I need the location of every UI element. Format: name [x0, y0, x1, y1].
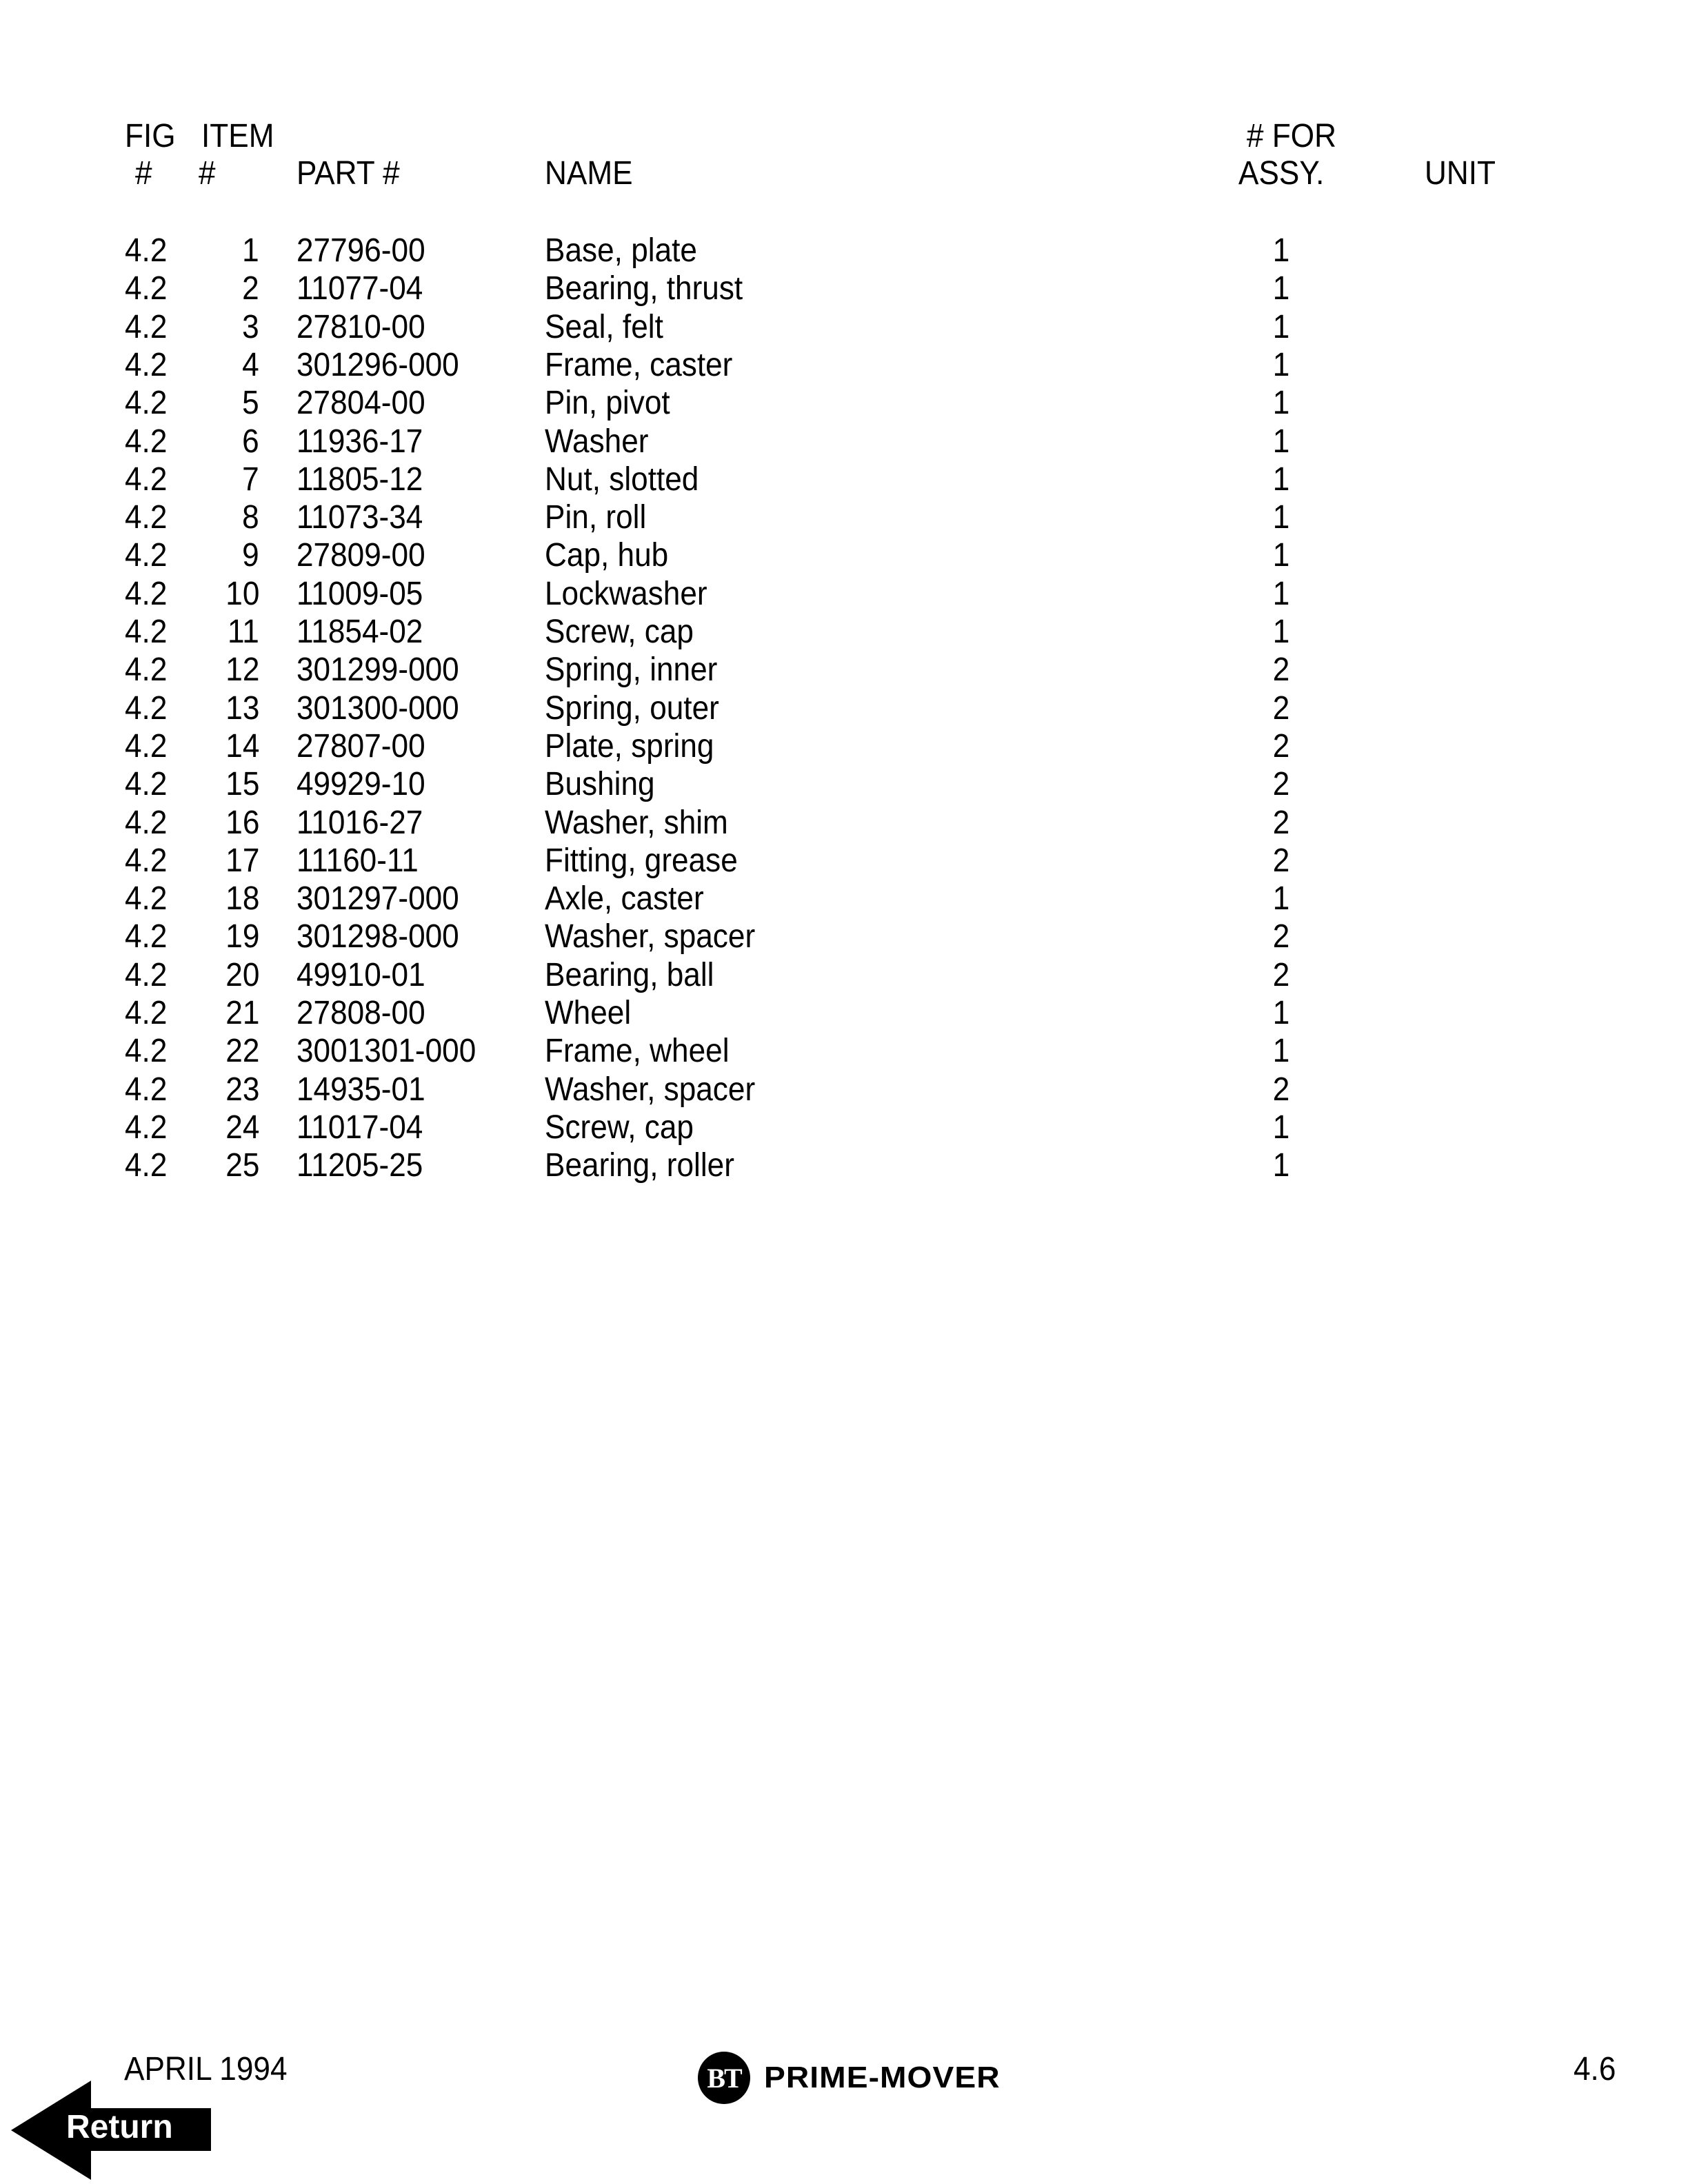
cell-item: 1: [242, 232, 259, 269]
page-number: 4.6: [1574, 2051, 1616, 2087]
cell-item: 12: [225, 651, 259, 689]
table-row: [0, 308, 1688, 349]
cell-fig: 4.2: [125, 1147, 168, 1184]
cell-qty: 2: [1272, 956, 1290, 993]
cell-name: Bearing, thrust: [545, 270, 743, 307]
cell-fig: 4.2: [125, 842, 168, 879]
cell-name: Spring, inner: [545, 651, 718, 689]
cell-part-number: 49929-10: [297, 766, 425, 803]
cell-item: 20: [225, 956, 259, 993]
cell-name: Wheel: [545, 995, 632, 1031]
table-row: [0, 616, 1688, 654]
cell-fig: 4.2: [125, 918, 168, 956]
table-row: [0, 463, 1688, 501]
cell-part-number: 11016-27: [297, 804, 423, 841]
cell-qty: 1: [1272, 499, 1290, 536]
cell-part-number: 11077-04: [297, 270, 423, 307]
table-row: [0, 956, 1688, 997]
table-row: [0, 768, 1688, 806]
table-row: [0, 1149, 1688, 1187]
table-row: [0, 882, 1688, 920]
cell-part-number: 11073-34: [297, 499, 423, 536]
cell-fig: 4.2: [125, 423, 168, 460]
cell-fig: 4.2: [125, 537, 168, 574]
cell-item: 2: [242, 270, 259, 307]
cell-qty: 1: [1272, 346, 1290, 383]
cell-item: 8: [242, 499, 259, 536]
table-row: [0, 1111, 1688, 1149]
cell-qty: 2: [1272, 689, 1290, 727]
cell-part-number: 27810-00: [297, 308, 425, 345]
cell-item: 10: [225, 575, 259, 612]
cell-item: 13: [225, 689, 259, 727]
header-fig-hash: #: [135, 155, 152, 192]
cell-name: Frame, caster: [545, 346, 733, 383]
header-item-hash: #: [199, 155, 216, 192]
cell-fig: 4.2: [125, 461, 168, 498]
cell-qty: 1: [1272, 537, 1290, 574]
cell-name: Washer, shim: [545, 804, 728, 841]
cell-item: 3: [242, 308, 259, 345]
cell-fig: 4.2: [125, 270, 168, 307]
cell-fig: 4.2: [125, 232, 168, 269]
cell-item: 17: [225, 842, 259, 879]
cell-part-number: 11160-11: [297, 842, 419, 879]
cell-name: Plate, spring: [545, 727, 714, 765]
cell-item: 6: [242, 423, 259, 460]
cell-qty: 1: [1272, 385, 1290, 422]
cell-part-number: 27804-00: [297, 385, 425, 422]
cell-qty: 1: [1272, 423, 1290, 460]
table-row: [0, 501, 1688, 539]
table-row: [0, 425, 1688, 463]
cell-part-number: 14935-01: [297, 1071, 425, 1108]
revision-date: APRIL 1994: [124, 2051, 288, 2087]
return-label: Return: [66, 2109, 173, 2145]
cell-name: Cap, hub: [545, 537, 669, 574]
cell-part-number: 27807-00: [297, 727, 425, 765]
cell-fig: 4.2: [125, 499, 168, 536]
table-row: [0, 804, 1688, 845]
table-row: [0, 1035, 1688, 1073]
cell-qty: 2: [1272, 727, 1290, 765]
cell-name: Seal, felt: [545, 308, 663, 345]
cell-fig: 4.2: [125, 727, 168, 765]
cell-qty: 1: [1272, 461, 1290, 498]
cell-fig: 4.2: [125, 804, 168, 841]
header-fig: FIG: [125, 118, 176, 154]
cell-fig: 4.2: [125, 651, 168, 689]
cell-name: Pin, roll: [545, 499, 647, 536]
cell-fig: 4.2: [125, 385, 168, 422]
cell-fig: 4.2: [125, 995, 168, 1031]
cell-part-number: 27808-00: [297, 995, 425, 1031]
cell-name: Base, plate: [545, 232, 697, 269]
cell-item: 21: [225, 995, 259, 1031]
cell-fig: 4.2: [125, 956, 168, 993]
cell-name: Bearing, roller: [545, 1147, 734, 1184]
cell-item: 16: [225, 804, 259, 841]
cell-qty: 2: [1272, 766, 1290, 803]
table-row: [0, 689, 1688, 730]
cell-item: 7: [242, 461, 259, 498]
cell-fig: 4.2: [125, 575, 168, 612]
cell-part-number: 301298-000: [297, 918, 459, 956]
table-row: [0, 651, 1688, 691]
cell-part-number: 301296-000: [297, 346, 459, 383]
cell-qty: 1: [1272, 270, 1290, 307]
table-row: [0, 727, 1688, 768]
cell-part-number: 49910-01: [297, 956, 425, 993]
cell-qty: 1: [1272, 308, 1290, 345]
cell-fig: 4.2: [125, 308, 168, 345]
cell-qty: 2: [1272, 1071, 1290, 1108]
cell-part-number: 301299-000: [297, 651, 459, 689]
cell-item: 14: [225, 727, 259, 765]
cell-part-number: 301297-000: [297, 880, 459, 918]
cell-item: 5: [242, 385, 259, 422]
cell-name: Bushing: [545, 766, 655, 803]
cell-name: Pin, pivot: [545, 385, 670, 422]
table-row: [0, 346, 1688, 387]
table-row: [0, 842, 1688, 882]
cell-fig: 4.2: [125, 880, 168, 918]
cell-qty: 2: [1272, 651, 1290, 689]
cell-fig: 4.2: [125, 614, 168, 650]
cell-qty: 1: [1272, 614, 1290, 650]
header-part-number: PART #: [297, 155, 400, 192]
cell-part-number: 11805-12: [297, 461, 423, 498]
table-row: [0, 539, 1688, 577]
header-qty-for: # FOR: [1247, 118, 1337, 154]
cell-name: Screw, cap: [545, 614, 694, 650]
table-row: [0, 387, 1688, 425]
header-qty-assy: ASSY.: [1238, 155, 1325, 192]
cell-fig: 4.2: [125, 1033, 168, 1070]
cell-item: 4: [242, 346, 259, 383]
cell-qty: 1: [1272, 880, 1290, 918]
cell-fig: 4.2: [125, 1109, 168, 1146]
cell-qty: 1: [1272, 1033, 1290, 1070]
table-row: [0, 575, 1688, 616]
cell-name: Screw, cap: [545, 1109, 694, 1146]
cell-name: Washer, spacer: [545, 918, 756, 956]
header-unit: UNIT: [1425, 155, 1496, 192]
cell-item: 22: [225, 1033, 259, 1070]
cell-fig: 4.2: [125, 766, 168, 803]
cell-part-number: 27809-00: [297, 537, 425, 574]
brand-name: PRIME-MOVER: [764, 2061, 1001, 2094]
cell-name: Washer, spacer: [545, 1071, 756, 1108]
table-row: [0, 997, 1688, 1035]
cell-name: Axle, caster: [545, 880, 704, 918]
cell-qty: 1: [1272, 1147, 1290, 1184]
cell-part-number: 11205-25: [297, 1147, 423, 1184]
brand-logo: [698, 2052, 1001, 2104]
cell-name: Fitting, grease: [545, 842, 738, 879]
cell-item: 24: [225, 1109, 259, 1146]
cell-qty: 1: [1272, 232, 1290, 269]
table-row: [0, 272, 1688, 310]
return-button[interactable]: [10, 2079, 214, 2181]
cell-qty: 2: [1272, 804, 1290, 841]
cell-part-number: 27796-00: [297, 232, 425, 269]
cell-qty: 1: [1272, 1109, 1290, 1146]
cell-item: 11: [228, 614, 259, 650]
cell-name: Bearing, ball: [545, 956, 714, 993]
cell-part-number: 301300-000: [297, 689, 459, 727]
cell-part-number: 11017-04: [297, 1109, 423, 1146]
cell-name: Frame, wheel: [545, 1033, 730, 1070]
cell-fig: 4.2: [125, 689, 168, 727]
cell-item: 9: [242, 537, 259, 574]
cell-part-number: 11854-02: [297, 614, 423, 650]
cell-item: 15: [225, 766, 259, 803]
cell-qty: 2: [1272, 842, 1290, 879]
cell-qty: 2: [1272, 918, 1290, 956]
table-row: [0, 234, 1688, 272]
cell-name: Washer: [545, 423, 649, 460]
header-name: NAME: [545, 155, 633, 192]
cell-item: 25: [225, 1147, 259, 1184]
cell-item: 23: [225, 1071, 259, 1108]
cell-name: Nut, slotted: [545, 461, 699, 498]
cell-part-number: 3001301-000: [297, 1033, 476, 1070]
cell-name: Lockwasher: [545, 575, 707, 612]
cell-part-number: 11009-05: [297, 575, 423, 612]
cell-name: Spring, outer: [545, 689, 719, 727]
header-item: ITEM: [201, 118, 274, 154]
cell-qty: 1: [1272, 995, 1290, 1031]
table-row: [0, 1073, 1688, 1111]
table-row: [0, 920, 1688, 958]
cell-qty: 1: [1272, 575, 1290, 612]
cell-part-number: 11936-17: [297, 423, 423, 460]
cell-fig: 4.2: [125, 346, 168, 383]
cell-fig: 4.2: [125, 1071, 168, 1108]
cell-item: 18: [225, 880, 259, 918]
bt-logo-icon: BT: [698, 2052, 750, 2104]
cell-item: 19: [225, 918, 259, 956]
